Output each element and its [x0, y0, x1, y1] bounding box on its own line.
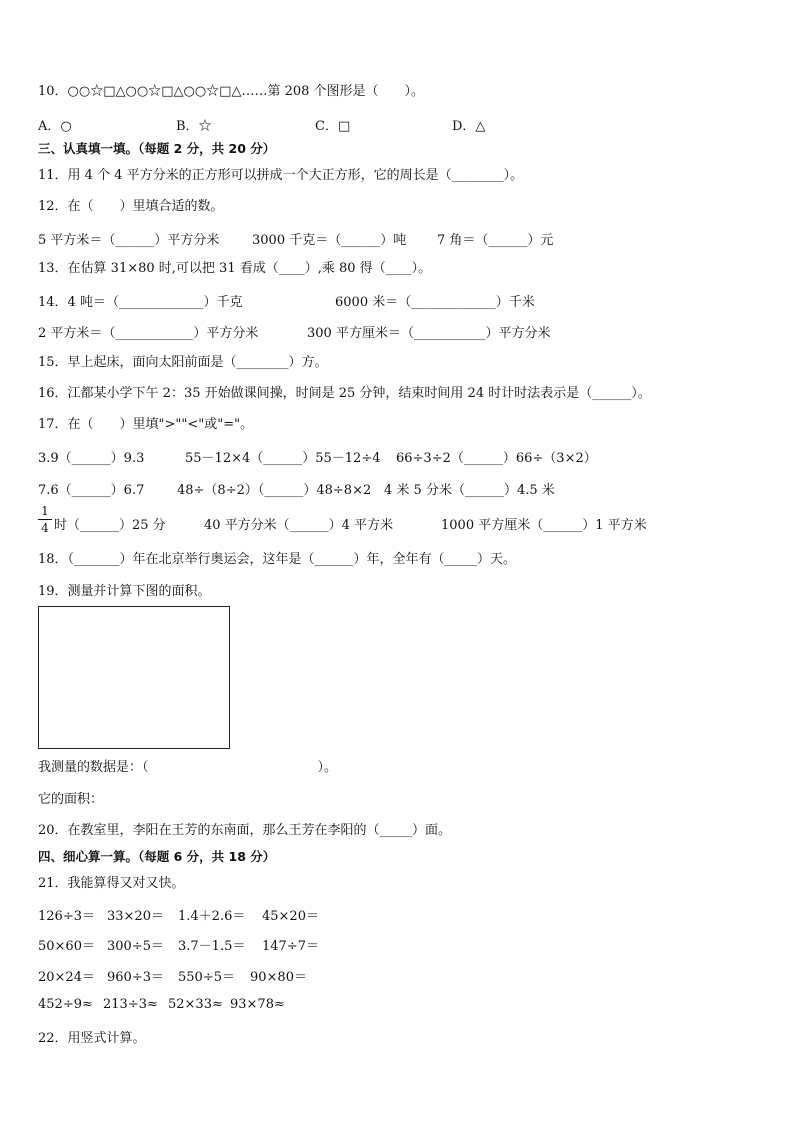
- calc-item: 213÷3≈: [103, 997, 158, 1012]
- question-11: 11．用 4 个 4 平方分米的正方形可以拼成一个大正方形，它的周长是（________）。: [38, 168, 524, 183]
- section-3-heading: 三、认真填一填。（每题 2 分，共 20 分）: [38, 141, 276, 156]
- section-4-heading: 四、细心算一算。（每题 6 分，共 18 分）: [38, 849, 276, 864]
- calc-item: 300÷5＝: [107, 939, 164, 954]
- calc-item: 550÷5＝: [178, 970, 235, 985]
- question-12-title: 12．在（ ）里填合适的数。: [38, 199, 224, 214]
- question-14-item: 6000 米＝（_____________）千米: [335, 295, 535, 310]
- calc-item: 50×60＝: [38, 939, 95, 954]
- calc-item: 52×33≈: [168, 997, 223, 1012]
- calc-item: 33×20＝: [107, 909, 164, 924]
- compare-item: 7.6（______）6.7: [38, 483, 145, 498]
- option-d: D．△: [452, 119, 486, 134]
- calc-item: 93×78≈: [230, 997, 285, 1012]
- question-15: 15．早上起床，面向太阳前面是（________）方。: [38, 355, 328, 370]
- compare-item: 3.9（______）9.3: [38, 451, 145, 466]
- compare-item: 48÷（8÷2）（______）48÷8×2: [177, 483, 372, 498]
- measure-rectangle: [38, 606, 230, 749]
- compare-item: 1000 平方厘米（______）1 平方米: [441, 518, 647, 533]
- compare-item: 40 平方分米（______）4 平方米: [204, 518, 394, 533]
- question-14-item: 300 平方厘米＝（___________）平方分米: [307, 326, 551, 341]
- calc-item: 1.4＋2.6＝: [178, 909, 246, 924]
- question-12-item: 5 平方米＝（______）平方分米: [38, 233, 220, 248]
- question-12-item: 7 角＝（______）元: [437, 233, 554, 248]
- question-21-title: 21．我能算得又对又快。: [38, 876, 185, 891]
- question-14-item: 2 平方米＝（____________）平方分米: [38, 326, 259, 341]
- calc-item: 960÷3＝: [107, 970, 164, 985]
- question-16: 16．江都某小学下午 2：35 开始做课间操，时间是 25 分钟，结束时间用 24 时计时法表示是（______）。: [38, 386, 651, 401]
- question-19-area: 它的面积：: [38, 792, 104, 807]
- compare-item: 55－12×4（______）55－12÷4: [185, 451, 381, 466]
- question-12-item: 3000 千克＝（______）吨: [252, 233, 407, 248]
- question-22: 22．用竖式计算。: [38, 1031, 146, 1046]
- question-14-item: 14．4 吨＝（_____________）千克: [38, 295, 243, 310]
- compare-item: 66÷3÷2（______）66÷（3×2）: [396, 451, 597, 466]
- calc-item: 126÷3＝: [38, 909, 95, 924]
- question-10: 10．○○☆□△○○☆□△○○☆□△……第 208 个图形是（ ）。: [38, 84, 425, 99]
- option-a: A．○: [38, 119, 72, 134]
- calc-item: 452÷9≈: [38, 997, 93, 1012]
- question-19-measure: 我测量的数据是：（ ）。: [38, 760, 338, 775]
- fraction-denominator: 4: [41, 521, 49, 535]
- question-18: 18．（_______）年在北京举行奥运会，这年是（______）年，全年有（_____）天。: [38, 552, 517, 567]
- option-c: C．□: [315, 119, 351, 134]
- compare-item: 4 米 5 分米（______）4.5 米: [384, 483, 555, 498]
- fraction-one-quarter: [38, 504, 52, 535]
- question-20: 20．在教室里，李阳在王芳的东南面，那么王芳在李阳的（_____）面。: [38, 823, 452, 838]
- fraction-bar: [38, 519, 52, 520]
- question-13: 13．在估算 31×80 时,可以把 31 看成（____）,乘 80 得（____）。: [38, 261, 432, 276]
- fraction-numerator: 1: [41, 504, 49, 518]
- question-17-title: 17．在（ ）里填">""<"或"="。: [38, 417, 254, 432]
- calc-item: 45×20＝: [262, 909, 319, 924]
- option-b: B．☆: [176, 119, 212, 134]
- calc-item: 20×24＝: [38, 970, 95, 985]
- calc-item: 147÷7＝: [262, 939, 319, 954]
- question-19-title: 19．测量并计算下图的面积。: [38, 584, 211, 599]
- compare-item: 时（______）25 分: [54, 518, 166, 533]
- calc-item: 90×80＝: [250, 970, 307, 985]
- calc-item: 3.7－1.5＝: [178, 939, 246, 954]
